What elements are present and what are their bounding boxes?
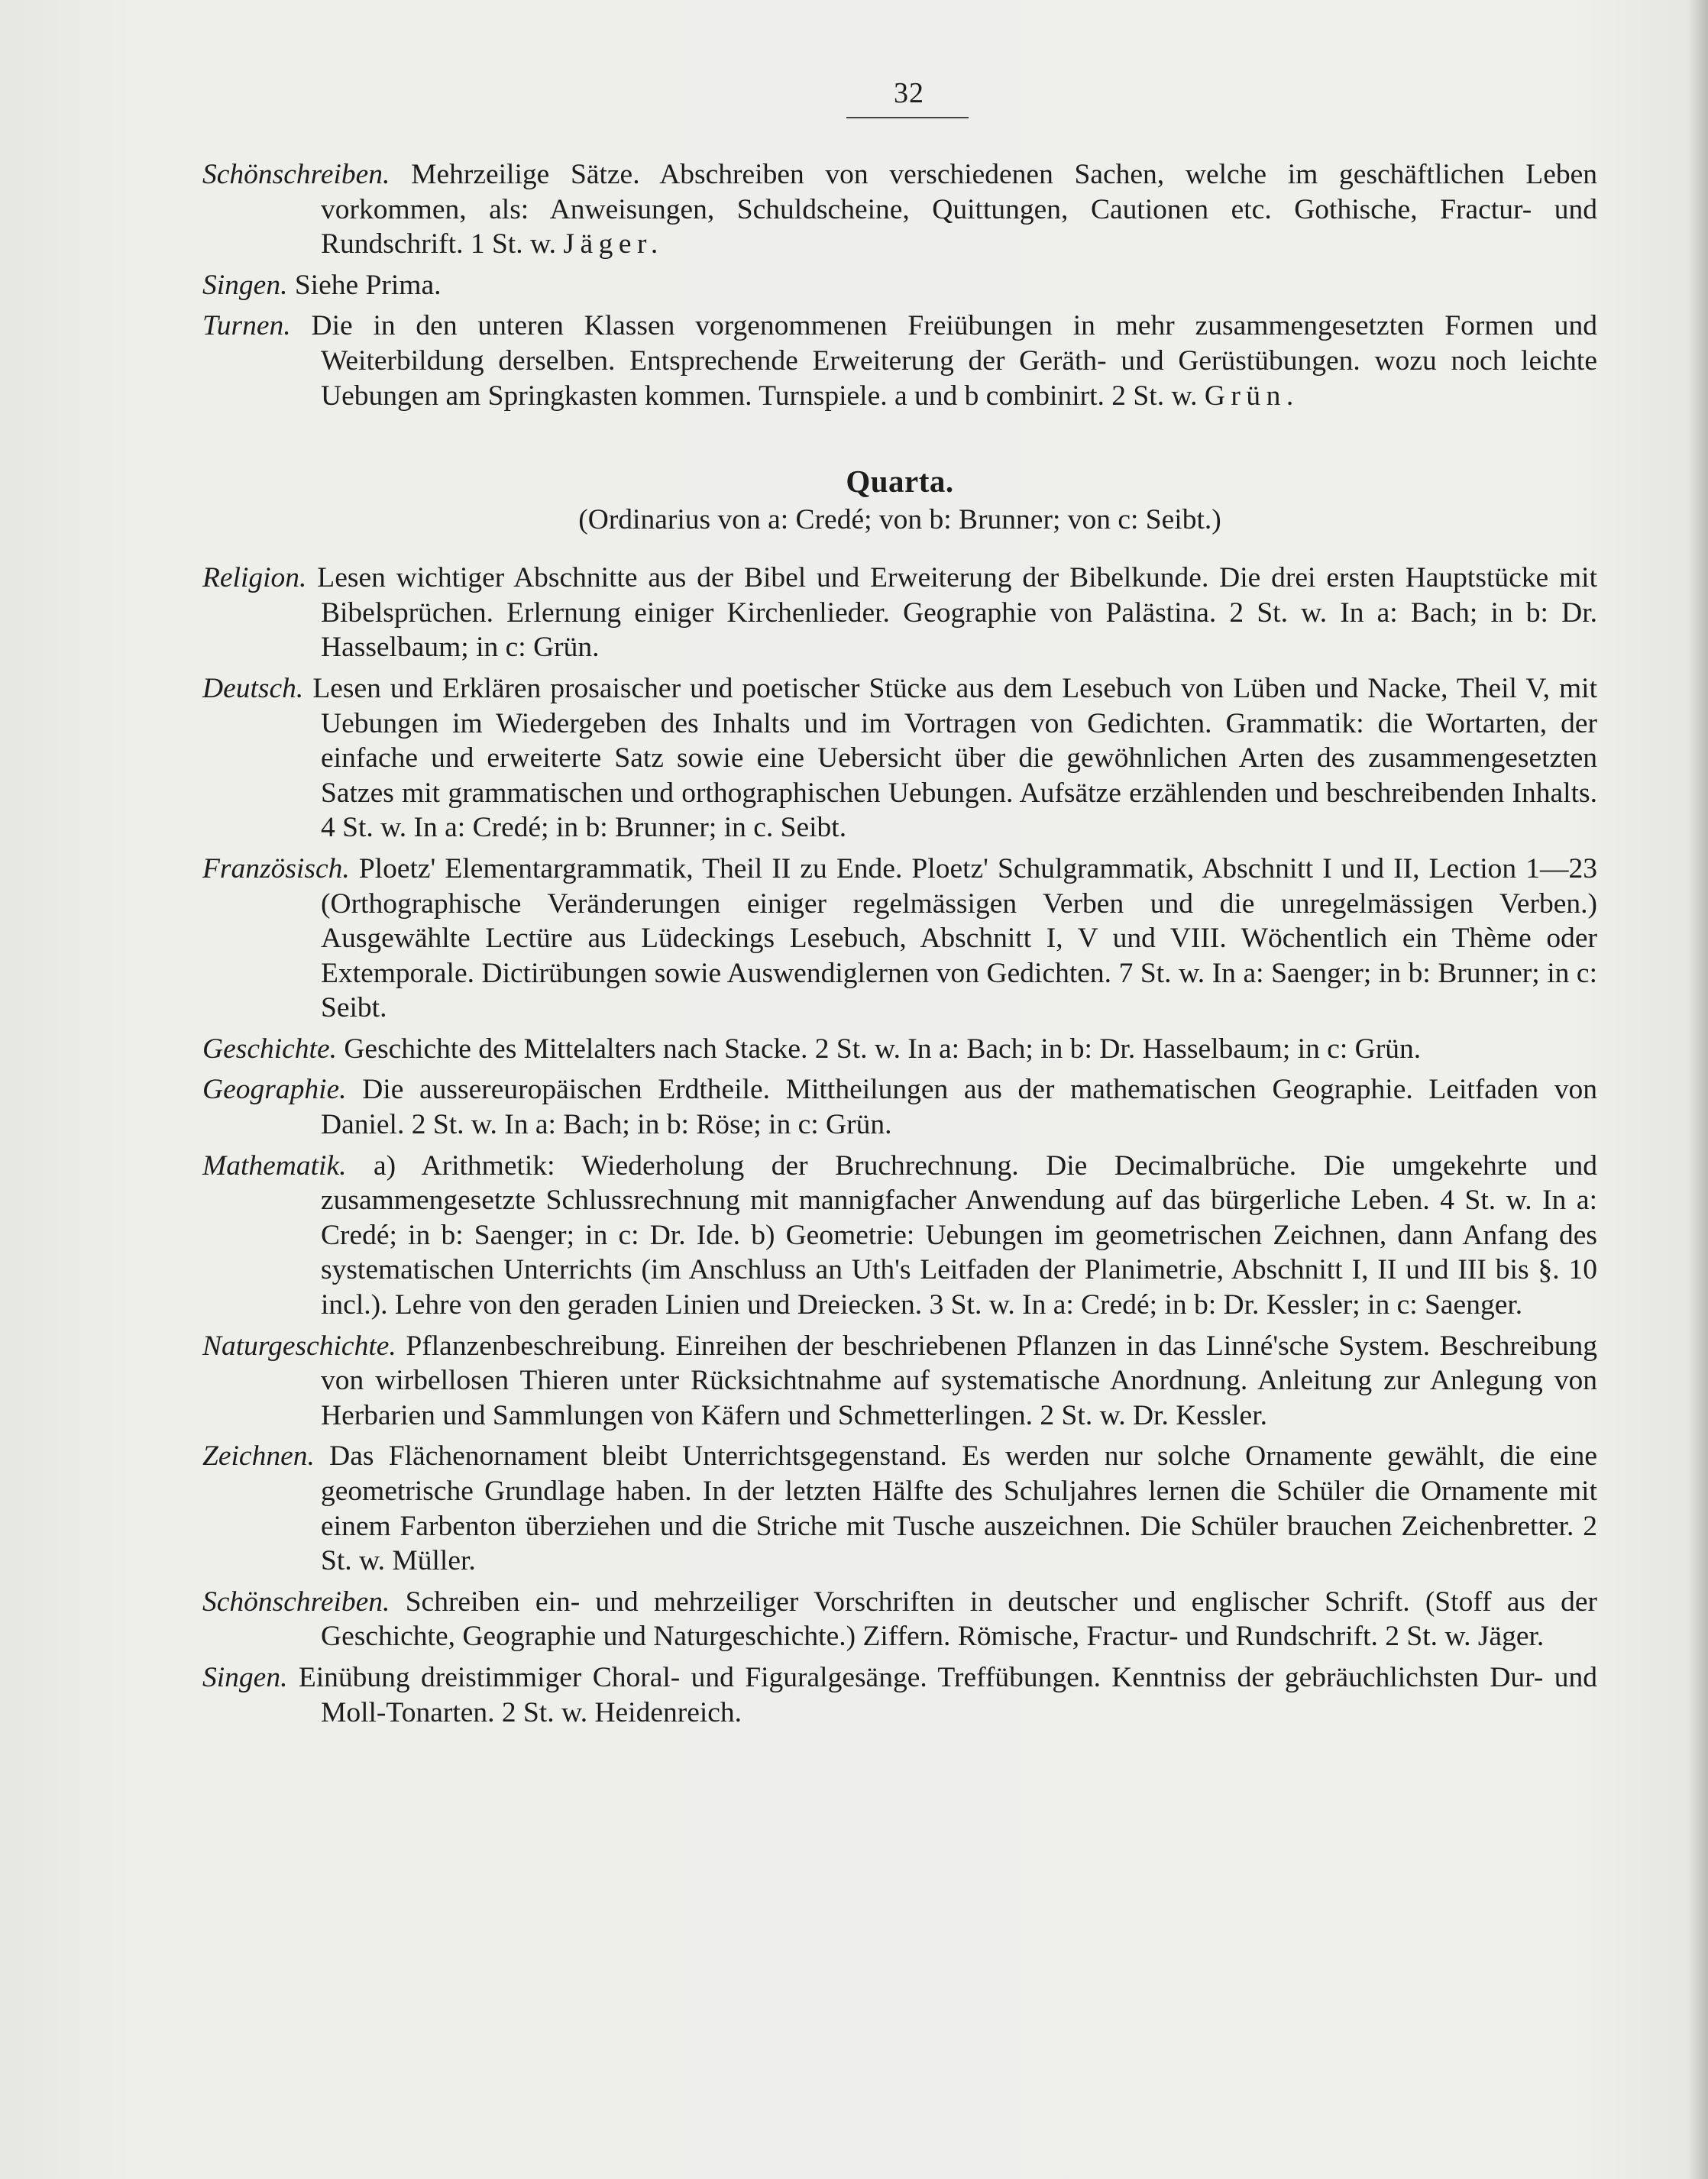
entry-schoenschreiben-lower xyxy=(202,1585,1597,1654)
entry-religion xyxy=(202,561,1597,665)
entry-naturgeschichte xyxy=(202,1329,1597,1434)
page-number-rule xyxy=(846,117,969,118)
teacher-name: Jäger. xyxy=(563,228,664,260)
entry-text: Das Flächenornament bleibt Unterrichtsgegenstand. Es werden nur solche Ornamente gewählt, die eine geometrische Grundlage haben. In der letzten Hälfte des Schuljahres lernen die Schüler die Ornamente mit einem Farbenton überziehen und die Striche mit Tusche auszeichnen. Die Schüler brauchen Zeichenbretter. 2 St. w. Müller. xyxy=(321,1440,1597,1577)
subject-label: Schönschreiben. xyxy=(202,1586,390,1618)
section-ordinarius: (Ordinarius von a: Credé; von b: Brunner; von c: Seibt.) xyxy=(578,504,1221,536)
entry-singen-lower xyxy=(202,1660,1597,1730)
entry-schoenschreiben-upper xyxy=(202,157,1597,262)
subject-label: Singen. xyxy=(202,1661,288,1693)
entry-text: Einübung dreistimmiger Choral- und Figuralgesänge. Treffübungen. Kenntniss der gebräuchlichsten Dur- und Moll-Tonarten. 2 St. w. Heidenreich. xyxy=(298,1661,1597,1728)
entry-turnen xyxy=(202,309,1597,413)
entry-franzoesisch xyxy=(202,852,1597,1026)
section-title: Quarta. xyxy=(846,464,954,499)
subject-label: Geographie. xyxy=(202,1074,347,1106)
subject-label: Religion. xyxy=(202,562,307,594)
page-content xyxy=(202,157,1597,1730)
subject-label: Turnen. xyxy=(202,310,291,342)
entry-zeichnen xyxy=(202,1439,1597,1578)
page-edge-shadow xyxy=(1688,0,1708,2179)
entry-geschichte xyxy=(202,1032,1597,1067)
entry-deutsch xyxy=(202,671,1597,845)
entry-singen-upper xyxy=(202,268,1597,303)
subject-label: Singen. xyxy=(202,269,288,301)
subject-label: Schönschreiben. xyxy=(202,159,390,190)
subject-label: Französisch. xyxy=(202,852,350,884)
entry-text: Die in den unteren Klassen vorgenommenen Freiübungen in mehr zusammengesetzten Formen und Weiterbildung derselben. Entsprechende Erweiterung der Geräth- und Gerüstübungen. wozu noch leichte Uebungen am Springkasten kommen. Turnspiele. a und b combinirt. 2 St. w. xyxy=(311,310,1598,412)
teacher-name: Grün. xyxy=(1204,380,1299,412)
entry-geographie xyxy=(202,1072,1597,1142)
entry-text: Siehe Prima. xyxy=(294,269,442,301)
entry-text: Pflanzenbeschreibung. Einreihen der beschriebenen Pflanzen in das Linné'sche System. Beschreibung von wirbellosen Thieren unter Rücksichtnahme auf systematische Anordnung. Anleitung zur Anlegung von Herbarien und Sammlungen von Käfern und Schmetterlingen. 2 St. w. Dr. Kessler. xyxy=(321,1330,1597,1431)
entry-text: Die aussereuropäischen Erdtheile. Mittheilungen aus der mathematischen Geographie. Leitfaden von Daniel. 2 St. w. In a: Bach; in b: Röse; in c: Grün. xyxy=(321,1074,1598,1141)
entry-text: Lesen wichtiger Abschnitte aus der Bibel und Erweiterung der Bibelkunde. Die drei ersten Hauptstücke mit Bibelsprüchen. Erlernung einiger Kirchenlieder. Geographie von Palästina. 2 St. w. In a: Bach; in b: Dr. Hasselbaum; in c: Grün. xyxy=(317,562,1598,664)
subject-label: Zeichnen. xyxy=(202,1440,315,1473)
entry-text: Lesen und Erklären prosaischer und poetischer Stücke aus dem Lesebuch von Lüben und Nacke, Theil V, mit Uebungen im Wiedergeben des Inhalts und im Vortragen von Gedichten. Grammatik: die Wortarten, der einfache und erweiterte Satz sowie eine Uebersicht über die gewöhnlichen Arten des zusammengesetzten Satzes mit grammatischen und orthographischen Uebungen. Aufsätze erzählenden und beschreibenden Inhalts. 4 St. w. In a: Credé; in b: Brunner; in c. Seibt. xyxy=(312,672,1597,844)
subject-label: Naturgeschichte. xyxy=(202,1330,396,1362)
entry-text: Ploetz' Elementargrammatik, Theil II zu Ende. Ploetz' Schulgrammatik, Abschnitt I und II, Lection 1—23 (Orthographische Veränderungen einiger regelmässigen Verben und die unregelmässigen Verben.) Ausgewählte Lectüre aus Lüdeckings Lesebuch, Abschnitt I, V und VIII. Wöchentlich ein Thème oder Extemporale. Dictirübungen sowie Auswendiglernen von Gedichten. 7 St. w. In a: Saenger; in b: Brunner; in c: Seibt. xyxy=(321,852,1597,1024)
subject-label: Geschichte. xyxy=(202,1033,337,1065)
entry-text: Geschichte des Mittelalters nach Stacke. 2 St. w. In a: Bach; in b: Dr. Hasselbaum; in c: Grün. xyxy=(344,1033,1422,1065)
entry-mathematik xyxy=(202,1149,1597,1323)
subject-label: Mathematik. xyxy=(202,1149,347,1182)
subject-label: Deutsch. xyxy=(202,672,304,704)
page-number: 32 xyxy=(894,77,924,109)
entry-text: Schreiben ein- und mehrzeiliger Vorschriften in deutscher und englischer Schrift. (Stoff aus der Geschichte, Geographie und Naturgeschichte.) Ziffern. Römische, Fractur- und Rundschrift. 2 St. w. Jäger. xyxy=(321,1586,1597,1653)
entry-text: a) Arithmetik: Wiederholung der Bruchrechnung. Die Decimalbrüche. Die umgekehrte und zusammengesetzte Schlussrechnung mit mannigfacher Anwendung auf das bürgerliche Leben. 4 St. w. In a: Credé; in b: Saenger; in c: Dr. Ide. b) Geometrie: Uebungen im geometrischen Zeichnen, dann Anfang des systematischen Unterrichts (im Anschluss an Uth's Leitfaden der Planimetrie, Abschnitt I, II und III bis §. 10 incl.). Lehre von den geraden Linien und Dreiecken. 3 St. w. In a: Credé; in b: Dr. Kessler; in c: Saenger. xyxy=(321,1149,1598,1321)
entry-text: Mehrzeilige Sätze. Abschreiben von verschiedenen Sachen, welche im geschäftlichen Leben vorkommen, als: Anweisungen, Schuldscheine, Quittungen, Cautionen etc. Gothische, Fractur- und Rundschrift. 1 St. w. xyxy=(321,159,1597,260)
